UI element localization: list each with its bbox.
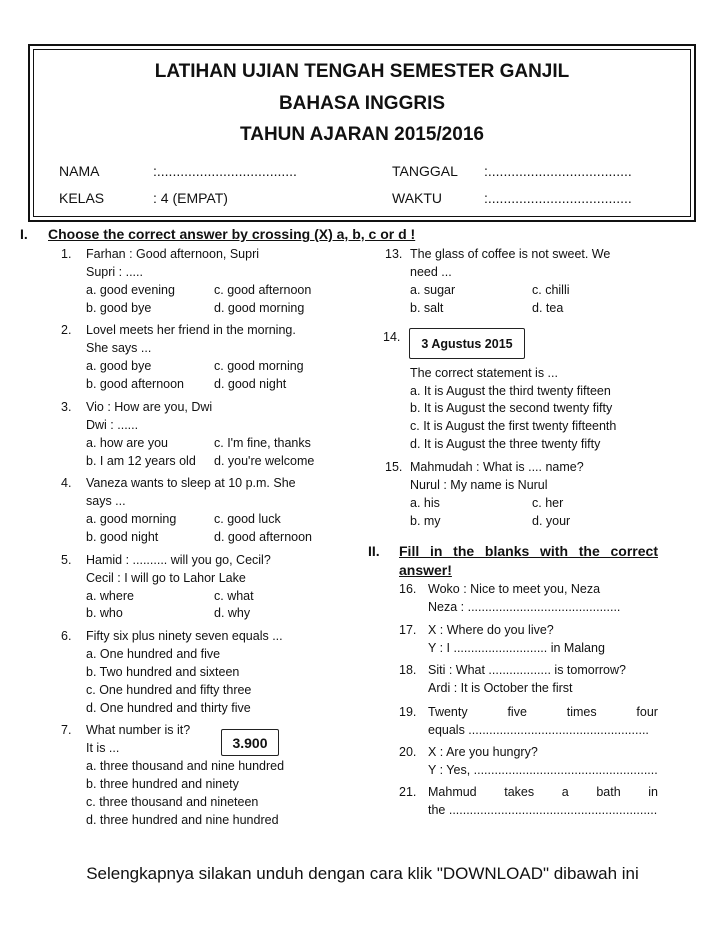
- question-16-answer-blank[interactable]: Neza : ............................................: [428, 600, 621, 614]
- question-1-option-c[interactable]: c. good afternoon: [214, 283, 312, 297]
- tanggal-label: TANGGAL: [392, 163, 458, 179]
- question-4-line2: says ...: [86, 494, 126, 508]
- question-14-line1: The correct statement is ...: [410, 366, 558, 380]
- question-2-option-a[interactable]: a. good bye: [86, 359, 152, 373]
- question-13-option-d[interactable]: d. tea: [532, 301, 564, 315]
- date-box: [409, 328, 525, 359]
- question-20-line1: X : Are you hungry?: [428, 745, 538, 759]
- question-17-answer-blank[interactable]: Y : I ........................... in Malang: [428, 641, 605, 655]
- question-1-option-a[interactable]: a. good evening: [86, 283, 175, 297]
- question-4-option-a[interactable]: a. good morning: [86, 512, 177, 526]
- question-5-option-d[interactable]: d. why: [214, 606, 251, 620]
- number-box: [221, 729, 279, 756]
- waktu-field[interactable]: :.....................................: [484, 190, 632, 206]
- question-4-option-c[interactable]: c. good luck: [214, 512, 281, 526]
- question-2-line1: Lovel meets her friend in the morning.: [86, 323, 296, 337]
- question-13-line1-text: The glass of coffee is not sweet. We: [410, 247, 611, 261]
- question-7-option-d[interactable]: d. three hundred and nine hundred: [86, 813, 279, 827]
- question-6-option-d[interactable]: d. One hundred and thirty five: [86, 701, 251, 715]
- download-notice: Selengkapnya silakan unduh dengan cara klik "DOWNLOAD" dibawah ini: [86, 864, 639, 883]
- section-1-number: I.: [20, 226, 28, 242]
- question-7-number: 7.: [61, 723, 72, 737]
- question-3-line1: Vio : How are you, Dwi: [86, 400, 213, 414]
- question-13-option-b[interactable]: b. salt: [410, 301, 444, 315]
- year-title: TAHUN AJARAN 2015/2016: [240, 124, 484, 145]
- question-6-number: 6.: [61, 629, 72, 643]
- question-13-option-a[interactable]: a. sugar: [410, 283, 456, 297]
- kelas-label: KELAS: [59, 190, 105, 206]
- question-21-word-3: a: [561, 785, 569, 799]
- question-1-option-d[interactable]: d. good morning: [214, 301, 305, 315]
- question-19-word-2: five: [507, 705, 527, 719]
- question-14-option-b[interactable]: b. It is August the second twenty fifty: [410, 401, 613, 415]
- question-14-option-c[interactable]: c. It is August the first twenty fifteenth: [410, 419, 617, 433]
- question-19-word-1: Twenty: [428, 705, 468, 719]
- question-13-line2: need ...: [410, 265, 452, 279]
- question-15-option-b[interactable]: b. my: [410, 514, 441, 528]
- question-13-option-c[interactable]: c. chilli: [532, 283, 570, 297]
- question-2-line2: She says ...: [86, 341, 152, 355]
- section-1-instruction: Choose the correct answer by crossing (X) a, b, c or d !: [48, 226, 416, 242]
- question-17-number: 17.: [399, 623, 417, 637]
- question-2-option-c[interactable]: c. good morning: [214, 359, 304, 373]
- question-21-word-2: takes: [504, 785, 535, 799]
- question-5-line1: Hamid : .......... will you go, Cecil?: [86, 553, 271, 567]
- nama-label: NAMA: [59, 163, 100, 179]
- question-1-number: 1.: [61, 247, 72, 261]
- exam-title: LATIHAN UJIAN TENGAH SEMESTER GANJIL: [154, 61, 570, 82]
- section-2-instruction-line1: Fill in the blanks with the correct: [399, 543, 658, 559]
- question-1-option-b[interactable]: b. good bye: [86, 301, 152, 315]
- question-15-option-d[interactable]: d. your: [532, 514, 571, 528]
- question-16-line1: Woko : Nice to meet you, Neza: [428, 582, 601, 596]
- question-6-line1: Fifty six plus ninety seven equals ...: [86, 629, 283, 643]
- question-2-number: 2.: [61, 323, 72, 337]
- nama-field[interactable]: :....................................: [153, 163, 297, 179]
- question-15-option-a[interactable]: a. his: [410, 496, 440, 510]
- question-6-option-b[interactable]: b. Two hundred and sixteen: [86, 665, 240, 679]
- question-3-option-c[interactable]: c. I'm fine, thanks: [214, 436, 311, 450]
- question-18-line1[interactable]: Siti : What .................. is tomorrow?: [428, 663, 626, 677]
- section-2-instruction-line2: answer!: [399, 562, 452, 578]
- question-7-option-a[interactable]: a. three thousand and nine hundred: [86, 759, 285, 773]
- question-6-option-a[interactable]: a. One hundred and five: [86, 647, 221, 661]
- tanggal-field[interactable]: :.....................................: [484, 163, 632, 179]
- question-15-line1: Mahmudah : What is .... name?: [410, 460, 584, 474]
- question-21-word-4: bath: [596, 785, 621, 799]
- question-13-number: 13.: [385, 247, 403, 261]
- question-4-option-d[interactable]: d. good afternoon: [214, 530, 312, 544]
- subject-title: BAHASA INGGRIS: [278, 93, 446, 114]
- question-5-option-a[interactable]: a. where: [86, 589, 134, 603]
- question-5-number: 5.: [61, 553, 72, 567]
- question-19-answer-blank[interactable]: equals ....................................................: [428, 723, 649, 737]
- question-20-number: 20.: [399, 745, 417, 759]
- question-5-line2: Cecil : I will go to Lahor Lake: [86, 571, 246, 585]
- question-16-number: 16.: [399, 582, 417, 596]
- question-1-line2: Supri : .....: [86, 265, 143, 279]
- question-18-line2: Ardi : It is October the first: [428, 681, 573, 695]
- question-21-word-5: in: [648, 785, 658, 799]
- question-21-answer-blank[interactable]: the ............................................................: [428, 803, 658, 817]
- question-13-line1: [410, 247, 658, 261]
- question-19-line1: [428, 705, 658, 719]
- question-5-option-c[interactable]: c. what: [214, 589, 254, 603]
- kelas-value: : 4 (EMPAT): [153, 190, 228, 206]
- question-2-option-b[interactable]: b. good afternoon: [86, 377, 184, 391]
- question-15-option-c[interactable]: c. her: [532, 496, 564, 510]
- question-5-option-b[interactable]: b. who: [86, 606, 123, 620]
- question-4-line1: Vaneza wants to sleep at 10 p.m. She: [86, 476, 296, 490]
- question-7-line1: What number is it?: [86, 723, 191, 737]
- question-4-option-b[interactable]: b. good night: [86, 530, 159, 544]
- question-18-number: 18.: [399, 663, 417, 677]
- question-19-word-4: four: [636, 705, 658, 719]
- question-17-line1: X : Where do you live?: [428, 623, 554, 637]
- question-1-line1: Farhan : Good afternoon, Supri: [86, 247, 260, 261]
- number-box-value: 3.900: [232, 734, 268, 751]
- question-3-option-d[interactable]: d. you're welcome: [214, 454, 315, 468]
- question-15-number: 15.: [385, 460, 403, 474]
- question-20-answer-blank[interactable]: Y : Yes, .....................................................: [428, 763, 658, 777]
- question-7-line2: It is ...: [86, 741, 120, 755]
- waktu-label: WAKTU: [392, 190, 443, 206]
- question-19-word-3: times: [566, 705, 597, 719]
- date-box-value: 3 Agustus 2015: [421, 336, 513, 351]
- question-2-option-d[interactable]: d. good night: [214, 377, 287, 391]
- question-15-line2: Nurul : My name is Nurul: [410, 478, 548, 492]
- question-21-line1: [428, 785, 658, 799]
- question-21-number: 21.: [399, 785, 417, 799]
- question-3-line2: Dwi : ......: [86, 418, 139, 432]
- question-3-option-b[interactable]: b. I am 12 years old: [86, 454, 196, 468]
- question-19-number: 19.: [399, 705, 417, 719]
- question-14-option-d[interactable]: d. It is August the three twenty fifty: [410, 437, 601, 451]
- question-4-number: 4.: [61, 476, 72, 490]
- question-3-number: 3.: [61, 400, 72, 414]
- question-7-option-b[interactable]: b. three hundred and ninety: [86, 777, 239, 791]
- question-7-option-c[interactable]: c. three thousand and nineteen: [86, 795, 259, 809]
- question-3-option-a[interactable]: a. how are you: [86, 436, 168, 450]
- section-2-number: II.: [368, 543, 380, 559]
- question-6-option-c[interactable]: c. One hundred and fifty three: [86, 683, 252, 697]
- question-14-number: 14.: [383, 330, 401, 344]
- question-14-option-a[interactable]: a. It is August the third twenty fifteen: [410, 384, 611, 398]
- question-21-word-1: Mahmud: [428, 785, 477, 799]
